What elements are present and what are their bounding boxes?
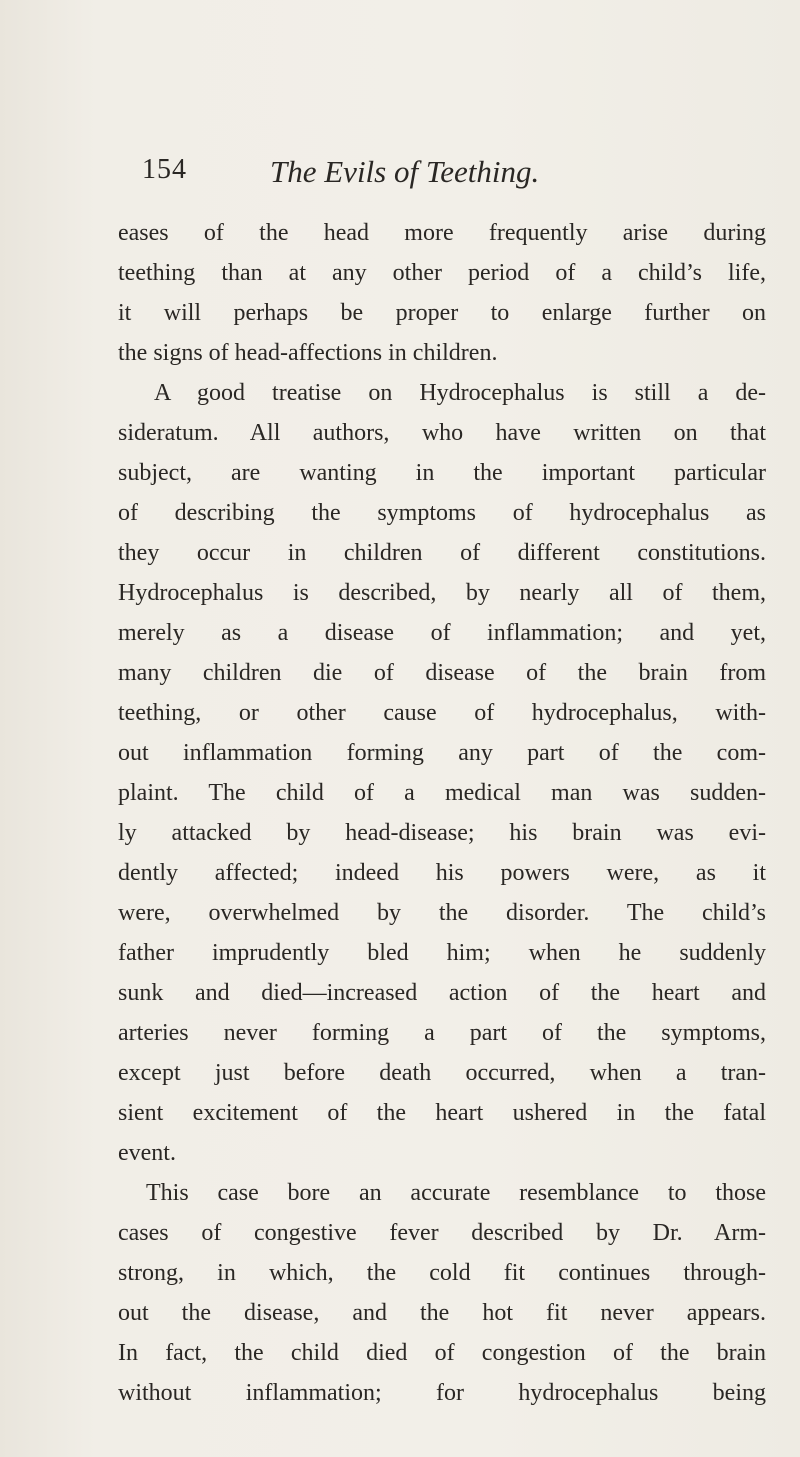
- text-line: plaint. The child of a medical man was sudden-: [118, 780, 766, 806]
- text-line: sunk and died—increased action of the heart and: [118, 980, 766, 1006]
- body-text: [118, 213, 766, 1413]
- running-title: The Evils of Teething.: [270, 154, 540, 189]
- page-number: 154: [142, 154, 187, 185]
- text-line: teething than at any other period of a child’s life,: [118, 260, 766, 286]
- page-header: [142, 154, 742, 198]
- text-line: it will perhaps be proper to enlarge further on: [118, 300, 766, 326]
- text-line: many children die of disease of the brain from: [118, 660, 766, 686]
- text-line: out inflammation forming any part of the com-: [118, 740, 766, 766]
- text-line: subject, are wanting in the important particular: [118, 460, 766, 486]
- text-line: were, overwhelmed by the disorder. The child’s: [118, 900, 766, 926]
- text-line: without inflammation; for hydrocephalus being: [118, 1380, 766, 1406]
- text-line: merely as a disease of inflammation; and yet,: [118, 620, 766, 646]
- text-line: eases of the head more frequently arise during: [118, 220, 766, 246]
- paragraph-start-line: This case bore an accurate resemblance to those: [146, 1180, 766, 1206]
- text-line: dently affected; indeed his powers were, as it: [118, 860, 766, 886]
- text-line: ly attacked by head-disease; his brain was evi-: [118, 820, 766, 846]
- text-line: arteries never forming a part of the symptoms,: [118, 1020, 766, 1046]
- text-line: they occur in children of different constitutions.: [118, 540, 766, 566]
- text-line: event.: [118, 1140, 176, 1166]
- text-line: out the disease, and the hot fit never appears.: [118, 1300, 766, 1326]
- text-line: In fact, the child died of congestion of the brain: [118, 1340, 766, 1366]
- text-line: Hydrocephalus is described, by nearly all of them,: [118, 580, 766, 606]
- text-line: sient excitement of the heart ushered in the fatal: [118, 1100, 766, 1126]
- text-line: cases of congestive fever described by Dr. Arm-: [118, 1220, 766, 1246]
- text-line: father imprudently bled him; when he suddenly: [118, 940, 766, 966]
- text-line: sideratum. All authors, who have written on that: [118, 420, 766, 446]
- text-line: except just before death occurred, when a tran-: [118, 1060, 766, 1086]
- text-line: of describing the symptoms of hydrocephalus as: [118, 500, 766, 526]
- text-line: teething, or other cause of hydrocephalus, with-: [118, 700, 766, 726]
- paragraph-start-line: A good treatise on Hydrocephalus is still a de-: [154, 380, 766, 406]
- text-line: the signs of head-affections in children.: [118, 340, 498, 366]
- text-line: strong, in which, the cold fit continues through-: [118, 1260, 766, 1286]
